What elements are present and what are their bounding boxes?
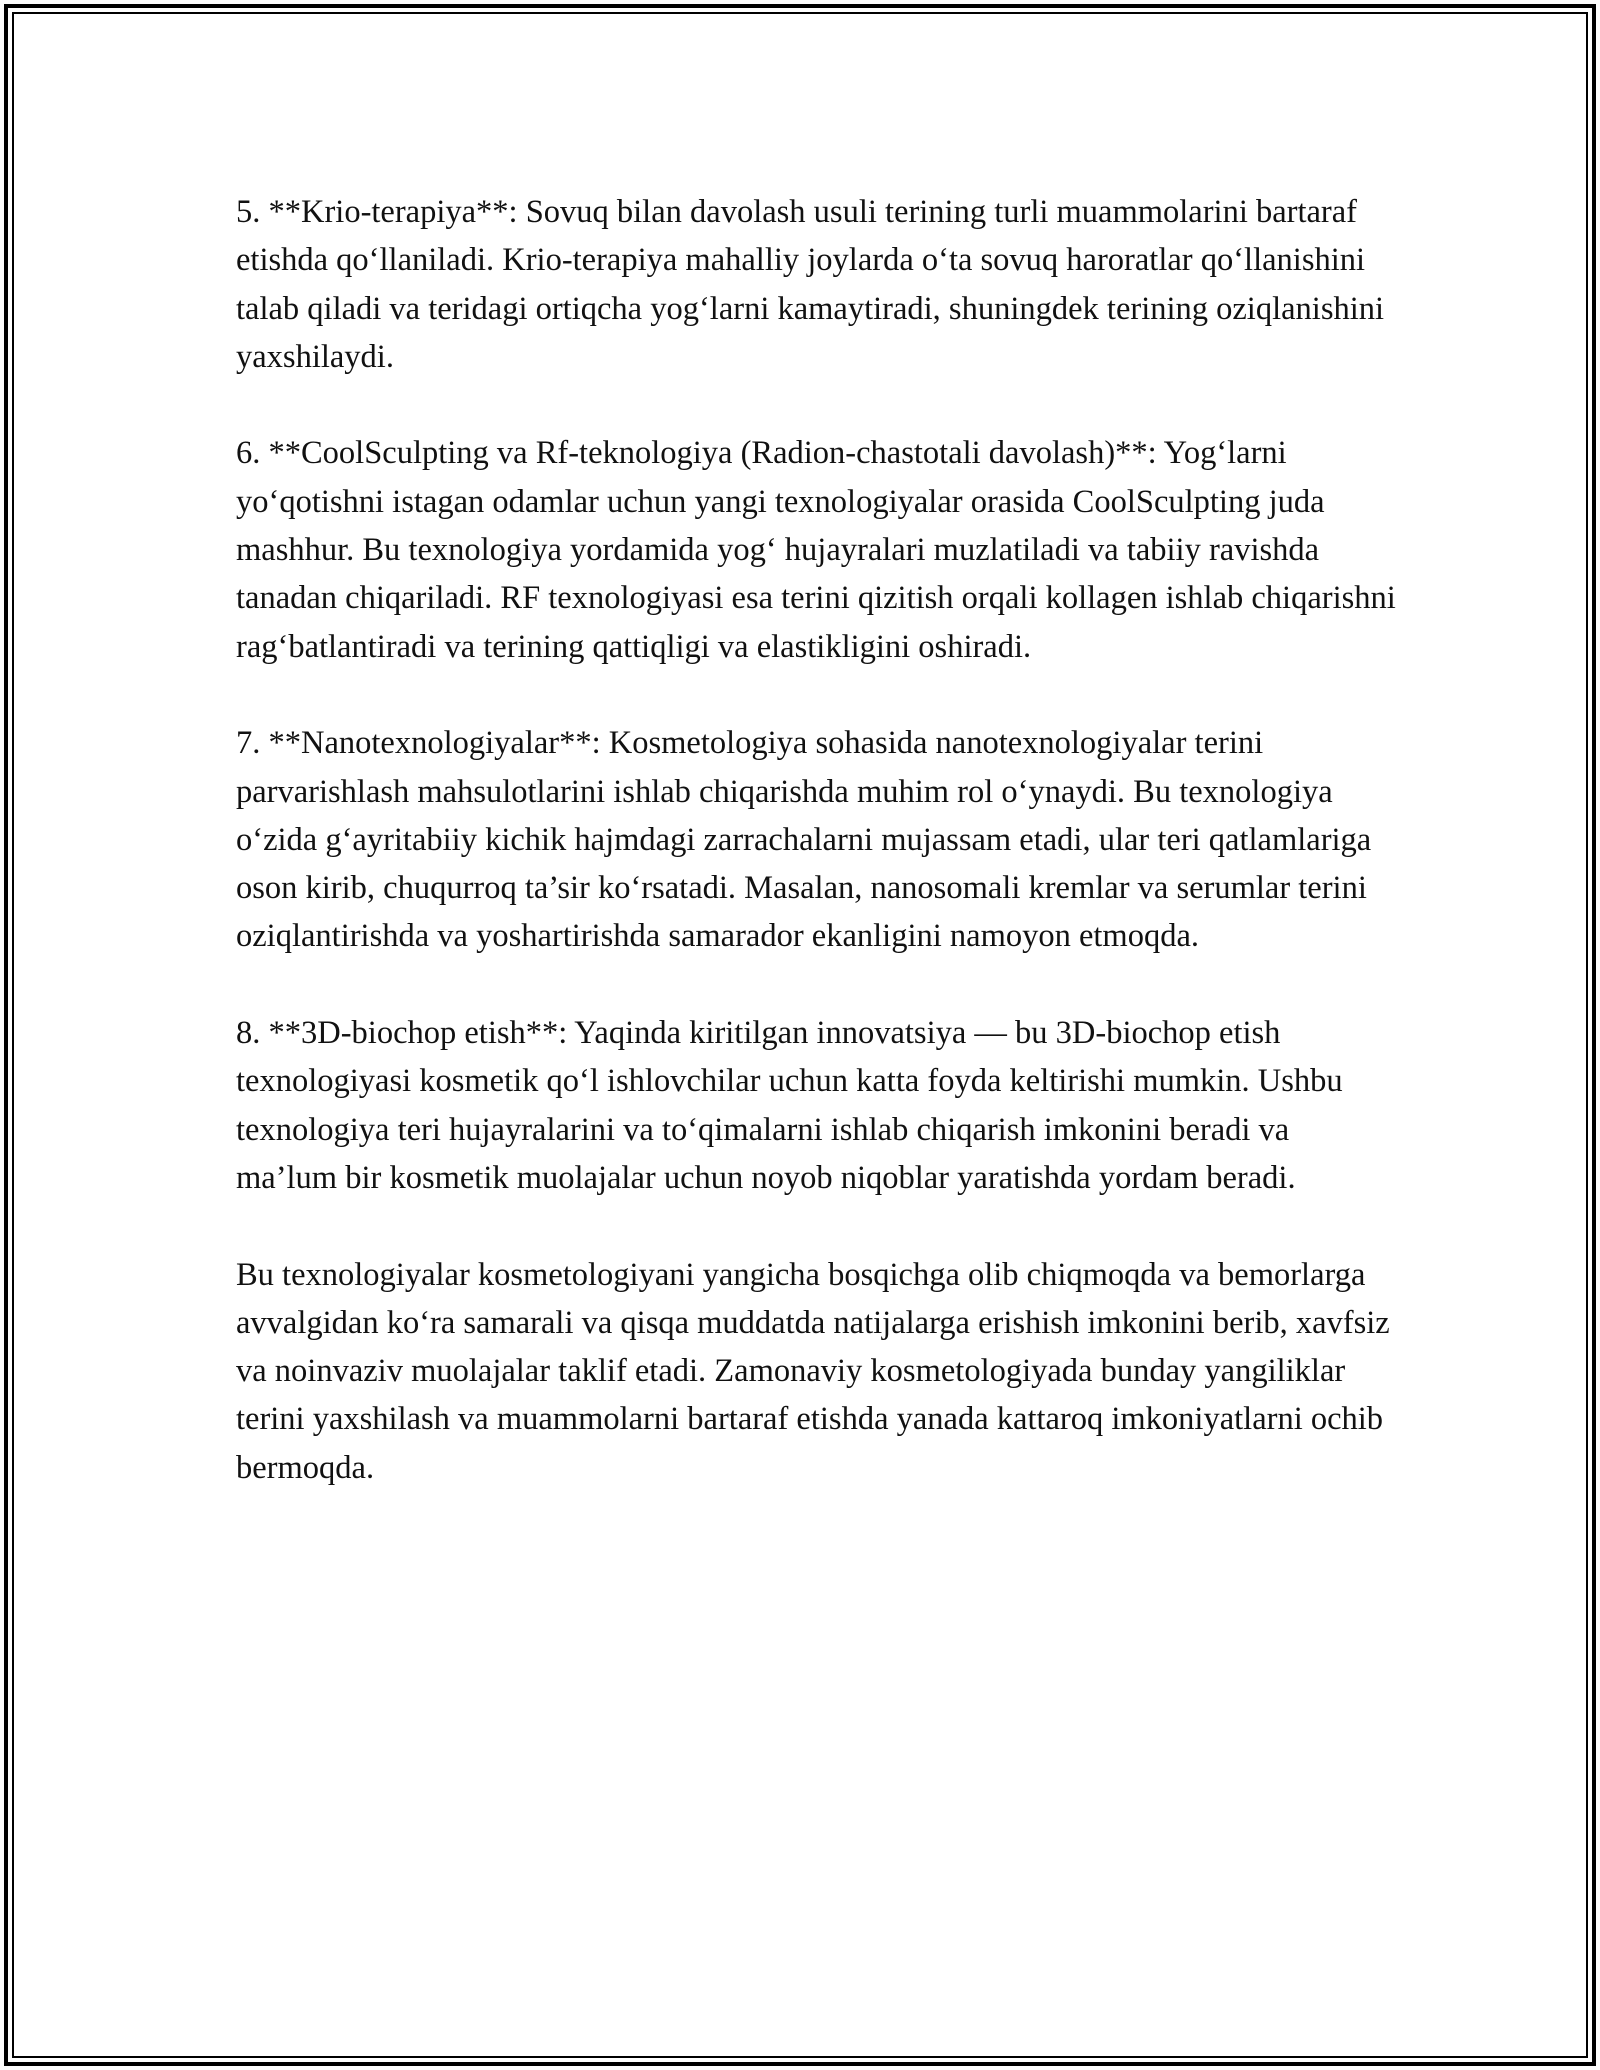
paragraph-nanotexnologiyalar: 7. **Nanotexnologiyalar**: Kosmetologiya sohasida nanotexnologiyalar terini parvarishlash mahsulotlarini ishlab chiqarishda muhim rol o‘ynaydi. Bu texnologiya o‘zida g‘ayritabiiy kichik hajmdagi zarrachalarni mujassam etadi, ular teri qatlamlariga oson kirib, chuqurroq ta’sir ko‘rsatadi. Masalan, nanosomali kremlar va serumlar terini oziqlantirishda va yoshartirishda samarador ekanligini namoyon etmoqda. xyxy=(236,725,1372,955)
paragraph-conclusion: Bu texnologiyalar kosmetologiyani yangicha bosqichga olib chiqmoqda va bemorlarga avvalgidan ko‘ra samarali va qisqa muddatda natijalarga erishish imkonini berib, xavfsiz va noinvaziv muolajalar taklif etadi. Zamonaviy kosmetologiyada bunday yangiliklar terini yaxshilash va muammolarni bartaraf etishda yanada kattaroq imkoniyatlarni ochib bermoqda. xyxy=(236,1256,1390,1486)
paragraph-3d-biochop: 8. **3D-biochop etish**: Yaqinda kiritilgan innovatsiya — bu 3D-biochop etish texnologiyasi kosmetik qo‘l ishlovchilar uchun katta foyda keltirishi mumkin. Ushbu texnologiya teri hujayralarini va to‘qimalarni ishlab chiqarish imkonini beradi va ma’lum bir kosmetik muolajalar uchun noyob niqoblar yaratishda yordam beradi. xyxy=(236,1015,1343,1196)
document-body xyxy=(236,188,1396,1540)
paragraph-coolsculpting: 6. **CoolSculpting va Rf-teknologiya (Radion-chastotali davolash)**: Yog‘larni yo‘qotishni istagan odamlar uchun yangi texnologiyalar orasida CoolSculpting juda mashhur. Bu texnologiya yordamida yog‘ hujayralari muzlatiladi va tabiiy ravishda tanadan chiqariladi. RF texnologiyasi esa terini qizitish orqali kollagen ishlab chiqarishni rag‘batlantiradi va terining qattiqligi va elastikligini oshiradi. xyxy=(236,435,1396,665)
paragraph-krio-terapiya: 5. **Krio-terapiya**: Sovuq bilan davolash usuli terining turli muammolarini bartaraf etishda qo‘llaniladi. Krio-terapiya mahalliy joylarda o‘ta sovuq haroratlar qo‘llanishini talab qiladi va teridagi ortiqcha yog‘larni kamaytiradi, shuningdek terining oziqlanishini yaxshilaydi. xyxy=(236,194,1385,375)
